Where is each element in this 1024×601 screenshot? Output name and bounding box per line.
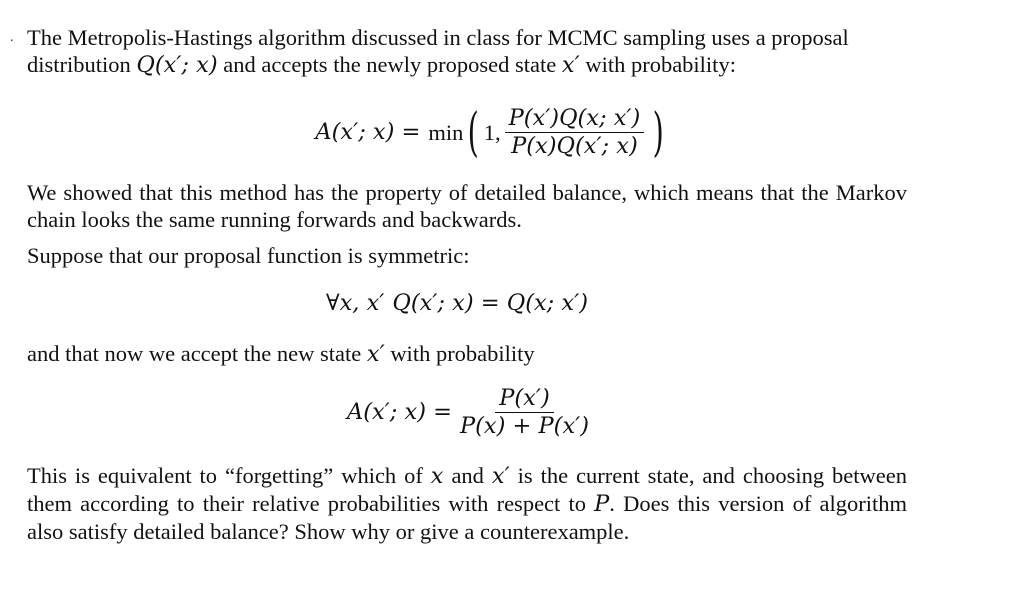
- question-xprime-symbol: x′: [491, 463, 510, 489]
- eq3-fraction: [456, 386, 593, 439]
- accept-text-b: with probability: [390, 341, 535, 366]
- problem-document: [27, 24, 917, 544]
- question-p-symbol: P: [594, 491, 610, 517]
- eq1-denominator: P(x)Q(x′; x): [511, 133, 638, 159]
- eq3-numerator: P(x′): [495, 386, 554, 413]
- eq2-body: Q(x′; x) = Q(x; x′): [392, 290, 588, 316]
- eq2-quantifier: ∀x, x′: [326, 290, 385, 316]
- question-a: This is equivalent to “forgetting” which of: [27, 463, 423, 488]
- eq1-numerator: P(x′)Q(x; x′): [505, 106, 645, 133]
- symmetry-equation: [277, 290, 637, 317]
- eq1-left-paren: (: [467, 102, 480, 163]
- intro-paragraph: [27, 24, 917, 79]
- bullet-dot: .: [10, 30, 14, 45]
- eq3-lhs: A(x′; x) =: [346, 399, 452, 425]
- eq1-fraction: [505, 106, 645, 159]
- new-acceptance-equation: [307, 386, 637, 439]
- question-b: and: [451, 463, 484, 488]
- detailed-balance-paragraph: We showed that this method has the property of detailed balance, which means that the Markov chain looks the same running forwards and backwards.: [27, 180, 907, 232]
- intro-line-2-c: with probability:: [585, 52, 736, 77]
- intro-line-2-b: and accepts the newly proposed state: [223, 52, 557, 77]
- accept-state-symbol: x′: [366, 341, 385, 367]
- eq1-min: min: [428, 120, 464, 145]
- proposed-state-symbol: x′: [561, 52, 580, 78]
- question-c: is the current state, and choosing between them according to their relative probabilities with respect to: [27, 463, 907, 516]
- eq3-denominator: P(x) + P(x′): [459, 413, 590, 439]
- eq1-lhs: A(x′; x) =: [315, 119, 421, 145]
- new-acceptance-paragraph: [27, 340, 535, 368]
- acceptance-equation: [297, 102, 687, 163]
- question-paragraph: [27, 462, 907, 545]
- accept-text-a: and that now we accept the new state: [27, 341, 362, 366]
- eq1-one: 1,: [483, 120, 501, 145]
- intro-line-2-a: distribution: [27, 52, 131, 77]
- proposal-distribution-symbol: Q(x′; x): [136, 52, 218, 78]
- symmetric-proposal-paragraph: Suppose that our proposal function is symmetric:: [27, 243, 470, 268]
- question-x-symbol: x: [430, 463, 444, 489]
- eq1-right-paren: ): [652, 102, 665, 163]
- intro-line-1: The Metropolis-Hastings algorithm discussed in class for MCMC sampling uses a proposal: [27, 25, 849, 50]
- question-d: . Does this version of algorithm also satisfy detailed balance? Show why or give a counterexample.: [27, 491, 908, 544]
